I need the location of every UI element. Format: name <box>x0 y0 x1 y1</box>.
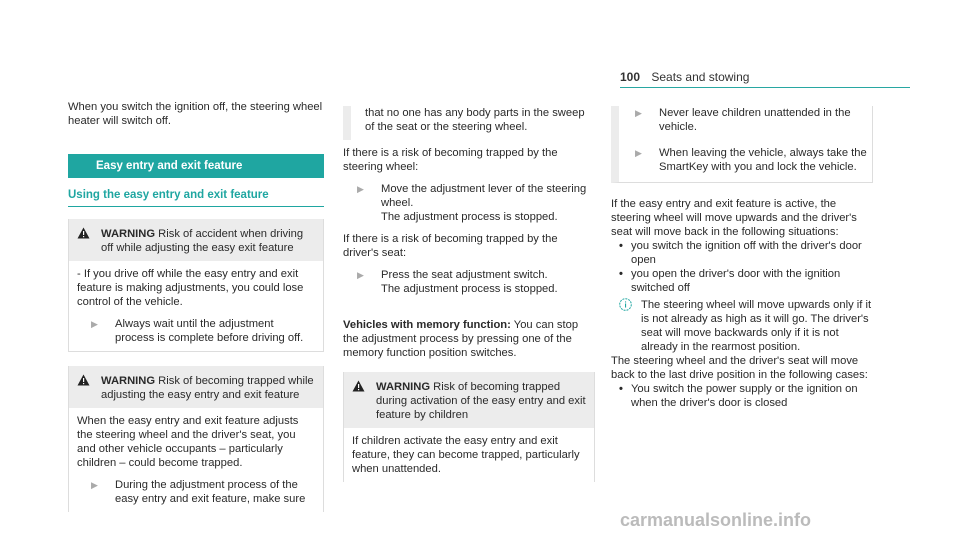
warning-body-text: If children activate the easy entry and exit feature, they can become trapped, particularly when unattended. <box>352 435 580 475</box>
warning-label: WARNING <box>101 228 156 240</box>
paragraph: If there is a risk of becoming trapped by the steering wheel: <box>343 147 558 173</box>
warning-label: WARNING <box>101 375 156 387</box>
step-text: When leaving the vehicle, always take the SmartKey with you and lock the vehicle. <box>659 147 867 173</box>
warning-triangle-icon <box>77 227 91 255</box>
continued-step <box>343 106 595 140</box>
note <box>611 298 873 354</box>
warning-label: WARNING <box>376 381 431 393</box>
memory-paragraph <box>343 318 595 360</box>
warning-box-1 <box>68 219 324 352</box>
arrow-right-icon: ▶ <box>91 319 98 329</box>
page-number: 100 <box>620 70 641 84</box>
list-item: • you open the driver's door with the ignition switched off <box>611 267 873 295</box>
continued-text: that no one has any body parts in the sweep of the seat or the steering wheel. <box>365 107 585 133</box>
list-item: • you switch the ignition off with the driver's door open <box>611 239 873 267</box>
arrow-right-icon: ▶ <box>357 270 364 280</box>
intro-paragraph: When you switch the ignition off, the steering wheel heater will switch off. <box>68 101 323 127</box>
subsection-heading: Using the easy entry and exit feature <box>68 188 324 207</box>
warning-triangle-icon <box>352 380 366 422</box>
warning-body <box>344 428 594 482</box>
info-icon <box>619 298 633 312</box>
step-item <box>621 146 872 174</box>
arrow-right-icon: ▶ <box>91 480 98 490</box>
warning-body <box>69 261 323 351</box>
warning-box-3 <box>343 372 595 482</box>
warning-header <box>69 219 323 261</box>
list-item-text: you switch the ignition off with the driver's door open <box>631 240 862 266</box>
column-2 <box>343 106 595 482</box>
list-item-text: you open the driver's door with the ignition switched off <box>631 268 841 294</box>
watermark: carmanualsonline.info <box>620 510 812 530</box>
warning-body-text: - If you drive off while the easy entry and exit feature is making adjustments, you could lose control of the vehicle. <box>77 268 304 308</box>
warning-text: Risk of becoming trapped during activation of the easy entry and exit feature by children <box>376 381 586 421</box>
step-text: Always wait until the adjustment process is complete before driving off. <box>115 318 304 344</box>
paragraph: The steering wheel and the driver's seat will move back to the last drive position in the following cases: <box>611 355 868 381</box>
step-text: During the adjustment process of the easy entry and exit feature, make sure <box>115 479 306 505</box>
warning-body-text: When the easy entry and exit feature adjusts the steering wheel and the driver's seat, you and other vehicle occupants – particularly children – could become trapped. <box>77 415 299 469</box>
warning-header <box>344 372 594 428</box>
warning-box-2 <box>68 366 324 512</box>
arrow-right-icon: ▶ <box>635 148 642 158</box>
header-rule <box>620 87 910 88</box>
step-text: Move the adjustment lever of the steering wheel. <box>381 183 587 209</box>
section-heading: Easy entry and exit feature <box>68 154 324 178</box>
list-item-text: You switch the power supply or the ignition on when the driver's door is closed <box>631 383 858 409</box>
step-item <box>343 268 595 296</box>
warning-header <box>69 366 323 408</box>
step-result: The adjustment process is stopped. <box>381 283 558 295</box>
warning-triangle-icon <box>77 374 91 402</box>
page-header <box>620 70 749 84</box>
step-text: Never leave children unattended in the vehicle. <box>659 107 851 133</box>
memory-bold: Vehicles with memory function: <box>343 319 511 331</box>
section-title: Seats and stowing <box>651 70 750 84</box>
paragraph: If there is a risk of becoming trapped by the driver's seat: <box>343 233 558 259</box>
memory-text: You can stop the adjustment process by pressing one of the memory function position switches. <box>343 319 579 359</box>
step-item <box>343 182 595 224</box>
warning-body <box>69 408 323 512</box>
step-result: The adjustment process is stopped. <box>381 211 558 223</box>
step-item <box>621 106 872 134</box>
paragraph: If the easy entry and exit feature is active, the steering wheel will move upwards and the driver's seat will move back in the following situations: <box>611 198 857 238</box>
list-item: • You switch the power supply or the ignition on when the driver's door is closed <box>611 382 873 410</box>
arrow-right-icon: ▶ <box>635 108 642 118</box>
continued-steps <box>611 106 873 183</box>
column-3 <box>611 106 873 410</box>
step-text: Press the seat adjustment switch. <box>381 269 548 281</box>
arrow-right-icon: ▶ <box>357 184 364 194</box>
column-1 <box>68 100 324 512</box>
warning-text: Risk of accident when driving off while adjusting the easy exit feature <box>101 228 304 254</box>
warning-text: Risk of becoming trapped while adjusting the easy entry and exit feature <box>101 375 314 401</box>
step-item <box>77 478 315 506</box>
step-item <box>77 317 315 345</box>
note-text: The steering wheel will move upwards only if it is not already as high as it will go. The driver's seat will move backwards only if it is not already in the rearmost position. <box>641 299 872 353</box>
